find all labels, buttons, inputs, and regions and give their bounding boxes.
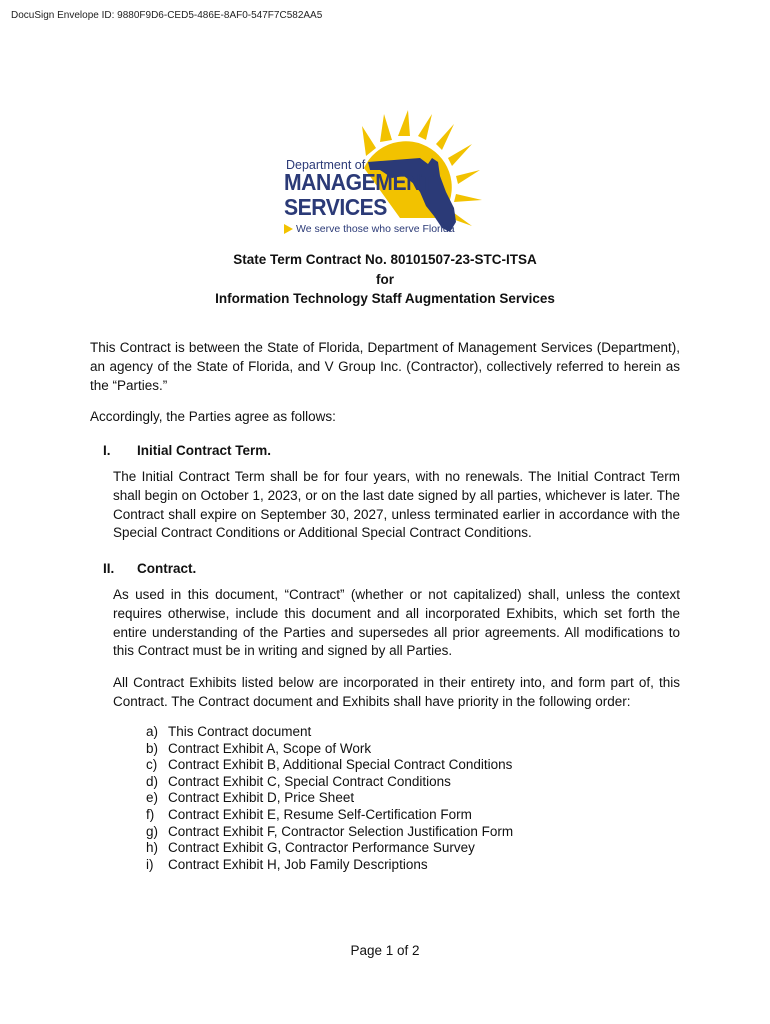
list-item-text: This Contract document: [168, 724, 312, 739]
list-item-text: Contract Exhibit C, Special Contract Conditions: [168, 773, 451, 789]
section-1-title: Initial Contract Term.: [137, 443, 272, 458]
contract-title-line1: State Term Contract No. 80101507-23-STC-ITSA: [233, 252, 537, 267]
list-item: [146, 824, 513, 841]
accordingly-paragraph: Accordingly, the Parties agree as follows:: [90, 409, 336, 424]
list-item: [146, 774, 513, 791]
section-1-number: I.: [103, 443, 111, 458]
logo-tagline: We serve those who serve Florida: [296, 223, 455, 235]
exhibit-list: [146, 724, 513, 873]
list-marker: g): [146, 823, 159, 839]
section-2-number: II.: [103, 561, 115, 576]
list-item-text: Contract Exhibit E, Resume Self-Certification Form: [168, 806, 472, 822]
list-marker: c): [146, 757, 158, 773]
list-marker: i): [146, 856, 154, 872]
dms-logo: [280, 108, 495, 240]
section-1-body: The Initial Contract Term shall be for four years, with no renewals. The Initial Contract Term shall begin on October 1, 2023, or on the last date signed by all parties, whichever is later. The Contract shall expire on September 30, 2027, unless terminated earlier in accordance with the Special Contract Conditions or Additional Special Contract Conditions.: [113, 469, 680, 541]
section-2-body-2: All Contract Exhibits listed below are incorporated in their entirety into, and form part of, this Contract. The Contract document and Exhibits shall have priority in the following order:: [113, 675, 680, 709]
list-item: [146, 857, 513, 874]
docusign-envelope-id: DocuSign Envelope ID: 9880F9D6-CED5-486E-8AF0-547F7C582AA5: [11, 10, 323, 21]
list-item-text: Contract Exhibit B, Additional Special Contract Conditions: [168, 757, 513, 773]
list-item: [146, 807, 513, 824]
list-marker: h): [146, 840, 159, 856]
contract-title-line2: for: [376, 271, 394, 287]
play-arrow-icon: [284, 224, 293, 234]
list-item-text: Contract Exhibit D, Price Sheet: [168, 790, 355, 806]
section-2-title: Contract.: [137, 561, 197, 576]
list-item: [146, 790, 513, 807]
list-item: [146, 840, 513, 857]
list-marker: f): [146, 806, 155, 822]
contract-title-line3: Information Technology Staff Augmentation Services: [215, 291, 555, 306]
list-item: [146, 741, 513, 758]
list-item: [146, 757, 513, 774]
list-item-text: Contract Exhibit A, Scope of Work: [168, 740, 372, 756]
section-2-body: As used in this document, “Contract” (whether or not capitalized) shall, unless the context requires otherwise, include this document and all incorporated Exhibits, which set forth the entire understanding of the Parties and supersedes all prior agreements. All modifications to this Contract must be in writing and signed by all Parties.: [113, 587, 680, 659]
list-item-text: Contract Exhibit F, Contractor Selection Justification Form: [168, 823, 514, 839]
list-marker: b): [146, 740, 159, 756]
list-marker: e): [146, 790, 159, 806]
list-item: [146, 724, 513, 741]
list-marker: a): [146, 724, 159, 739]
list-item-text: Contract Exhibit H, Job Family Descriptions: [168, 856, 428, 872]
intro-paragraph: This Contract is between the State of Florida, Department of Management Services (Department), an agency of the State of Florida, and V Group Inc. (Contractor), collectively referred to herein as the “Parties.”: [90, 340, 680, 393]
page-number: Page 1 of 2: [350, 943, 420, 958]
logo-services-text: SERVICES: [284, 194, 387, 220]
logo-dept-text: Department of: [286, 158, 366, 172]
list-item-text: Contract Exhibit G, Contractor Performance Survey: [168, 840, 475, 856]
contract-title: [0, 250, 770, 309]
logo-management-text: MANAGEMENT: [284, 169, 434, 195]
list-marker: d): [146, 773, 159, 789]
